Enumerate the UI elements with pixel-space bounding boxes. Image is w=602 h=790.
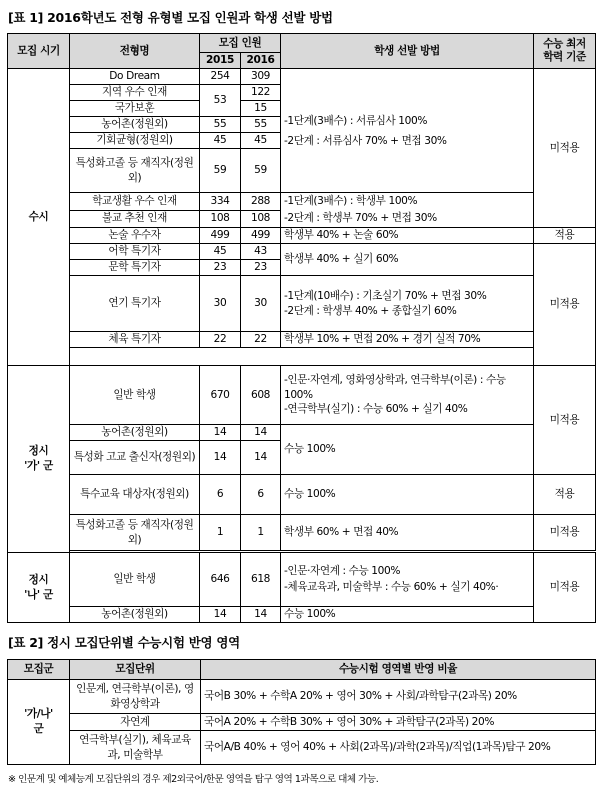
header-criteria: 수능 최저 학력 기준 [534,34,596,69]
quota-2016: 108 [241,210,281,228]
selection-method: 학생부 60% + 면접 40% [281,515,534,551]
row-type-name: 특성화고졸 등 재직자(정원외) [70,149,200,193]
header-quota: 모집 인원 [200,34,281,53]
quota-2015: 30 [200,276,241,332]
quota-2015: 108 [200,210,241,228]
selection-method: 학생부 10% + 면접 20% + 경기 실적 70% [281,332,534,348]
quota-2015: 1 [200,515,241,551]
quota-2015: 23 [200,260,241,276]
criteria-value: 미적용 [534,553,596,623]
quota-2016: 30 [241,276,281,332]
row-type-name: 농어촌(정원외) [70,117,200,133]
row-type-name: 국가보훈 [70,101,200,117]
selection-method: -1단계(10배수) : 기초실기 70% + 면접 30% -2단계 : 학생부 40% + 종합실기 60% [281,276,534,332]
group-jeongsi-ga: 정시 '가' 군 [8,366,70,553]
row-type-name: 연기 특기자 [70,276,200,332]
row-type-name: 농어촌(정원외) [70,425,200,441]
selection-method: -1단계(3배수) : 서류심사 100% -2단계 : 서류심사 70% + 면접 30% [281,69,534,193]
selection-method: 학생부 40% + 논술 60% [281,228,534,244]
quota-2016: 45 [241,133,281,149]
quota-2015: 334 [200,193,241,211]
header-2016: 2016 [241,53,281,69]
quota-2015: 55 [200,117,241,133]
criteria-value: 미적용 [534,69,596,228]
quota-2015: 6 [200,475,241,515]
row-type-name: 특성화고졸 등 재직자(정원외) [70,515,200,551]
criteria-value: 적용 [534,228,596,244]
selection-method: 학생부 40% + 실기 60% [281,244,534,276]
header-unit: 모집단위 [70,660,201,680]
row-type-name: 특수교육 대상자(정원외) [70,475,200,515]
quota-2016: 15 [241,101,281,117]
criteria-value: 적용 [534,475,596,515]
header-2015: 2015 [200,53,241,69]
ratio-value: 국어A 20% + 수학B 30% + 영어 30% + 과학탐구(2과목) 20% [201,714,596,731]
quota-2016: 14 [241,441,281,475]
ratio-value: 국어A/B 40% + 영어 40% + 사회(2과목)/과학(2과목)/직업(1과목)탐구 20% [201,731,596,765]
selection-method: -인문·자연계, 영화영상학과, 연극학부(이론) : 수능 100% -연극학부(실기) : 수능 60% + 실기 40% [281,366,534,425]
table2 [7,659,596,765]
selection-method: 수능 100% [281,607,534,623]
row-type-name: 기회균형(정원외) [70,133,200,149]
quota-2015: 646 [200,553,241,607]
quota-2016: 618 [241,553,281,607]
row-type-name: 농어촌(정원외) [70,607,200,623]
quota-2015: 45 [200,133,241,149]
quota-2015: 53 [200,85,241,117]
quota-2016: 309 [241,69,281,85]
quota-2016: 608 [241,366,281,425]
unit-name: 연극학부(실기), 체육교육과, 미술학부 [70,731,201,765]
row-type-name: 일반 학생 [70,553,200,607]
row-type-name: 어학 특기자 [70,244,200,260]
quota-2015: 254 [200,69,241,85]
quota-2015: 14 [200,425,241,441]
row-type-name: 일반 학생 [70,366,200,425]
selection-method: 수능 100% [281,425,534,475]
header-ratio: 수능시험 영역별 반영 비율 [201,660,596,680]
quota-2015: 14 [200,441,241,475]
quota-2016: 122 [241,85,281,101]
quota-2016: 23 [241,260,281,276]
row-type-name: 학교생활 우수 인재 [70,193,200,211]
quota-2015: 59 [200,149,241,193]
selection-method: -1단계(3배수) : 학생부 100% -2단계 : 학생부 70% + 면접 30% [281,193,534,228]
quota-2016: 288 [241,193,281,211]
group-susi: 수시 [8,69,70,366]
quota-2016: 1 [241,515,281,551]
row-type-name: 논술 우수자 [70,228,200,244]
row-type-name: 불교 추천 인재 [70,210,200,228]
quota-2016: 59 [241,149,281,193]
header-type: 전형명 [70,34,200,69]
row-type-name: 지역 우수 인재 [70,85,200,101]
quota-2015: 45 [200,244,241,260]
header-method: 학생 선발 방법 [281,34,534,69]
quota-2015: 22 [200,332,241,348]
criteria-value: 미적용 [534,244,596,366]
criteria-value: 미적용 [534,366,596,475]
quota-2016: 6 [241,475,281,515]
group-jeongsi-na: 정시 '나' 군 [8,553,70,623]
row-type-name: 체육 특기자 [70,332,200,348]
row-type-name: 특성화 고교 출신자(정원외) [70,441,200,475]
quota-2016: 14 [241,607,281,623]
quota-2015: 670 [200,366,241,425]
unit-name: 자연계 [70,714,201,731]
selection-method: 수능 100% [281,475,534,515]
quota-2015: 14 [200,607,241,623]
selection-method: -인문·자연계 : 수능 100% -체육교육과, 미술학부 : 수능 60% + 실기 40%· [281,553,534,607]
quota-2016: 14 [241,425,281,441]
quota-2016: 43 [241,244,281,260]
ratio-value: 국어B 30% + 수학A 20% + 영어 30% + 사회/과학탐구(2과목) 20% [201,680,596,714]
header-group: 모집군 [8,660,70,680]
quota-2016: 22 [241,332,281,348]
table1-title: [표 1] 2016학년도 전형 유형별 모집 인원과 학생 선발 방법 [8,10,333,25]
row-type-name: Do Dream [70,69,200,85]
criteria-value: 미적용 [534,515,596,551]
unit-name: 인문계, 연극학부(이론), 영화영상학과 [70,680,201,714]
footnote: ※ 인문계 및 예체능계 모집단위의 경우 제2외국어/한문 영역을 탐구 영역 1과목으로 대체 가능. [8,774,379,785]
quota-2015: 499 [200,228,241,244]
table1 [7,33,596,623]
table2-title: [표 2] 정시 모집단위별 수능시험 반영 영역 [8,635,240,650]
row-type-name: 문학 특기자 [70,260,200,276]
group-ga-na: '가/나' 군 [8,680,70,765]
quota-2016: 55 [241,117,281,133]
header-period: 모집 시기 [8,34,70,69]
quota-2016: 499 [241,228,281,244]
